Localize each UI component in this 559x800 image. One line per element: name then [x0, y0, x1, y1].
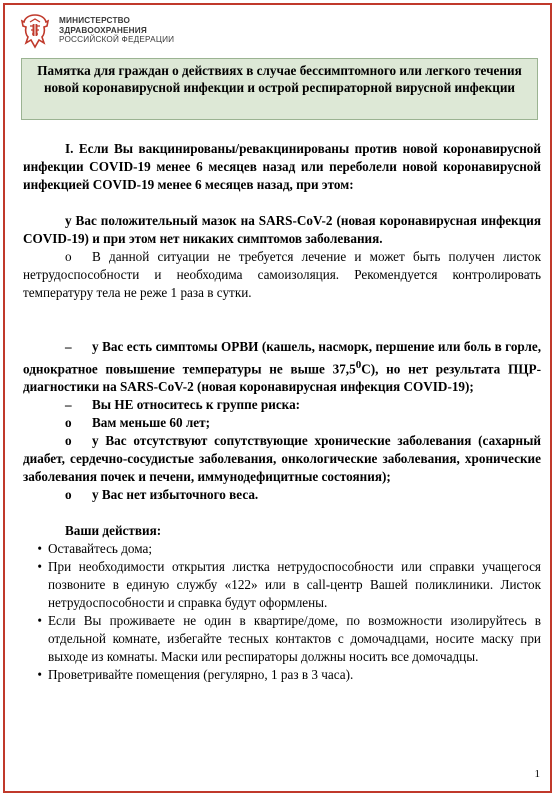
actions-heading: Ваши действия:: [65, 523, 162, 539]
document-title: Памятка для граждан о действиях в случае бессимптомного или легкого течения новой коронавирусной инфекции и острой респираторной вирусной инфекции: [21, 58, 538, 120]
action-item: • Если Вы проживаете не один в квартире/доме, по возможности изолируйтесь в отдельной комнате, избегайте тесных контактов с домочадцами, носите маску при выходе из комнаты. Маски или респираторы должны носить все домочадцы.: [23, 612, 541, 666]
ministry-emblem-icon: [19, 13, 51, 49]
ministry-name: МИНИСТЕРСТВО ЗДРАВООХРАНЕНИЯ РОССИЙСКОЙ ФЕДЕРАЦИИ: [59, 16, 175, 45]
condition-age: o Вам меньше 60 лет;: [65, 415, 210, 431]
bullet: •: [37, 559, 42, 575]
age-marker: o: [65, 415, 72, 431]
bullet: •: [37, 613, 42, 629]
condition-weight: o у Вас нет избыточного веса.: [65, 487, 259, 503]
page-number: 1: [534, 768, 540, 780]
action-item: • При необходимости открытия листка нетрудоспособности или справки учащегося позвоните в единую службу «122» или в call-центр Вашей поликлиники. Листок нетрудоспособности и справка будут оформлены.: [23, 558, 541, 612]
case2-heading: – у Вас есть симптомы ОРВИ (кашель, насморк, першение или боль в горле, однократное повышение температуры не выше 37,5$^0$С), но нет результата ПЦР-диагностики на SARS-CoV-2 (новая коронавирусная инфекция COVID-19);: [23, 339, 541, 395]
condition-risk: – Вы НЕ относитесь к группе риска:: [65, 397, 301, 413]
weight-marker: o: [65, 487, 72, 503]
bullet: •: [37, 541, 42, 557]
bullet: •: [37, 667, 42, 683]
document-body: [23, 140, 541, 684]
action-item: • Проветривайте помещения (регулярно, 1 раз в 3 часа).: [23, 666, 541, 684]
section1-heading: I. Если Вы вакцинированы/ревакцинированы против новой коронавирусной инфекции COVID-19 менее 6 месяцев назад или переболели новой коронавирусной инфекцией COVID-19 менее 6 месяцев назад, при этом:: [23, 141, 541, 192]
risk-marker: –: [65, 397, 72, 413]
case2-marker: –: [65, 339, 72, 354]
case1-heading: у Вас положительный мазок на SARS-CoV-2 (новая коронавирусная инфекция COVID-19) и при этом нет никаких симптомов заболевания.: [23, 213, 541, 246]
action-item: • Оставайтесь дома;: [23, 540, 541, 558]
case1-marker: o: [65, 249, 72, 264]
diseases-marker: o: [65, 433, 72, 449]
case1-text: В данной ситуации не требуется лечение и может быть получен листок нетрудоспособности и необходима самоизоляция. Рекомендуется контролировать температуру тела не реже 1 раза в сутки.: [23, 249, 541, 300]
case1-paragraph: [23, 248, 541, 302]
condition-diseases: o у Вас отсутствуют сопутствующие хронические заболевания (сахарный диабет, сердечно-сосудистые заболевания, онкологические заболевания, хронические заболевания почек и печени, иммунодефицитные состояния);: [23, 433, 541, 485]
